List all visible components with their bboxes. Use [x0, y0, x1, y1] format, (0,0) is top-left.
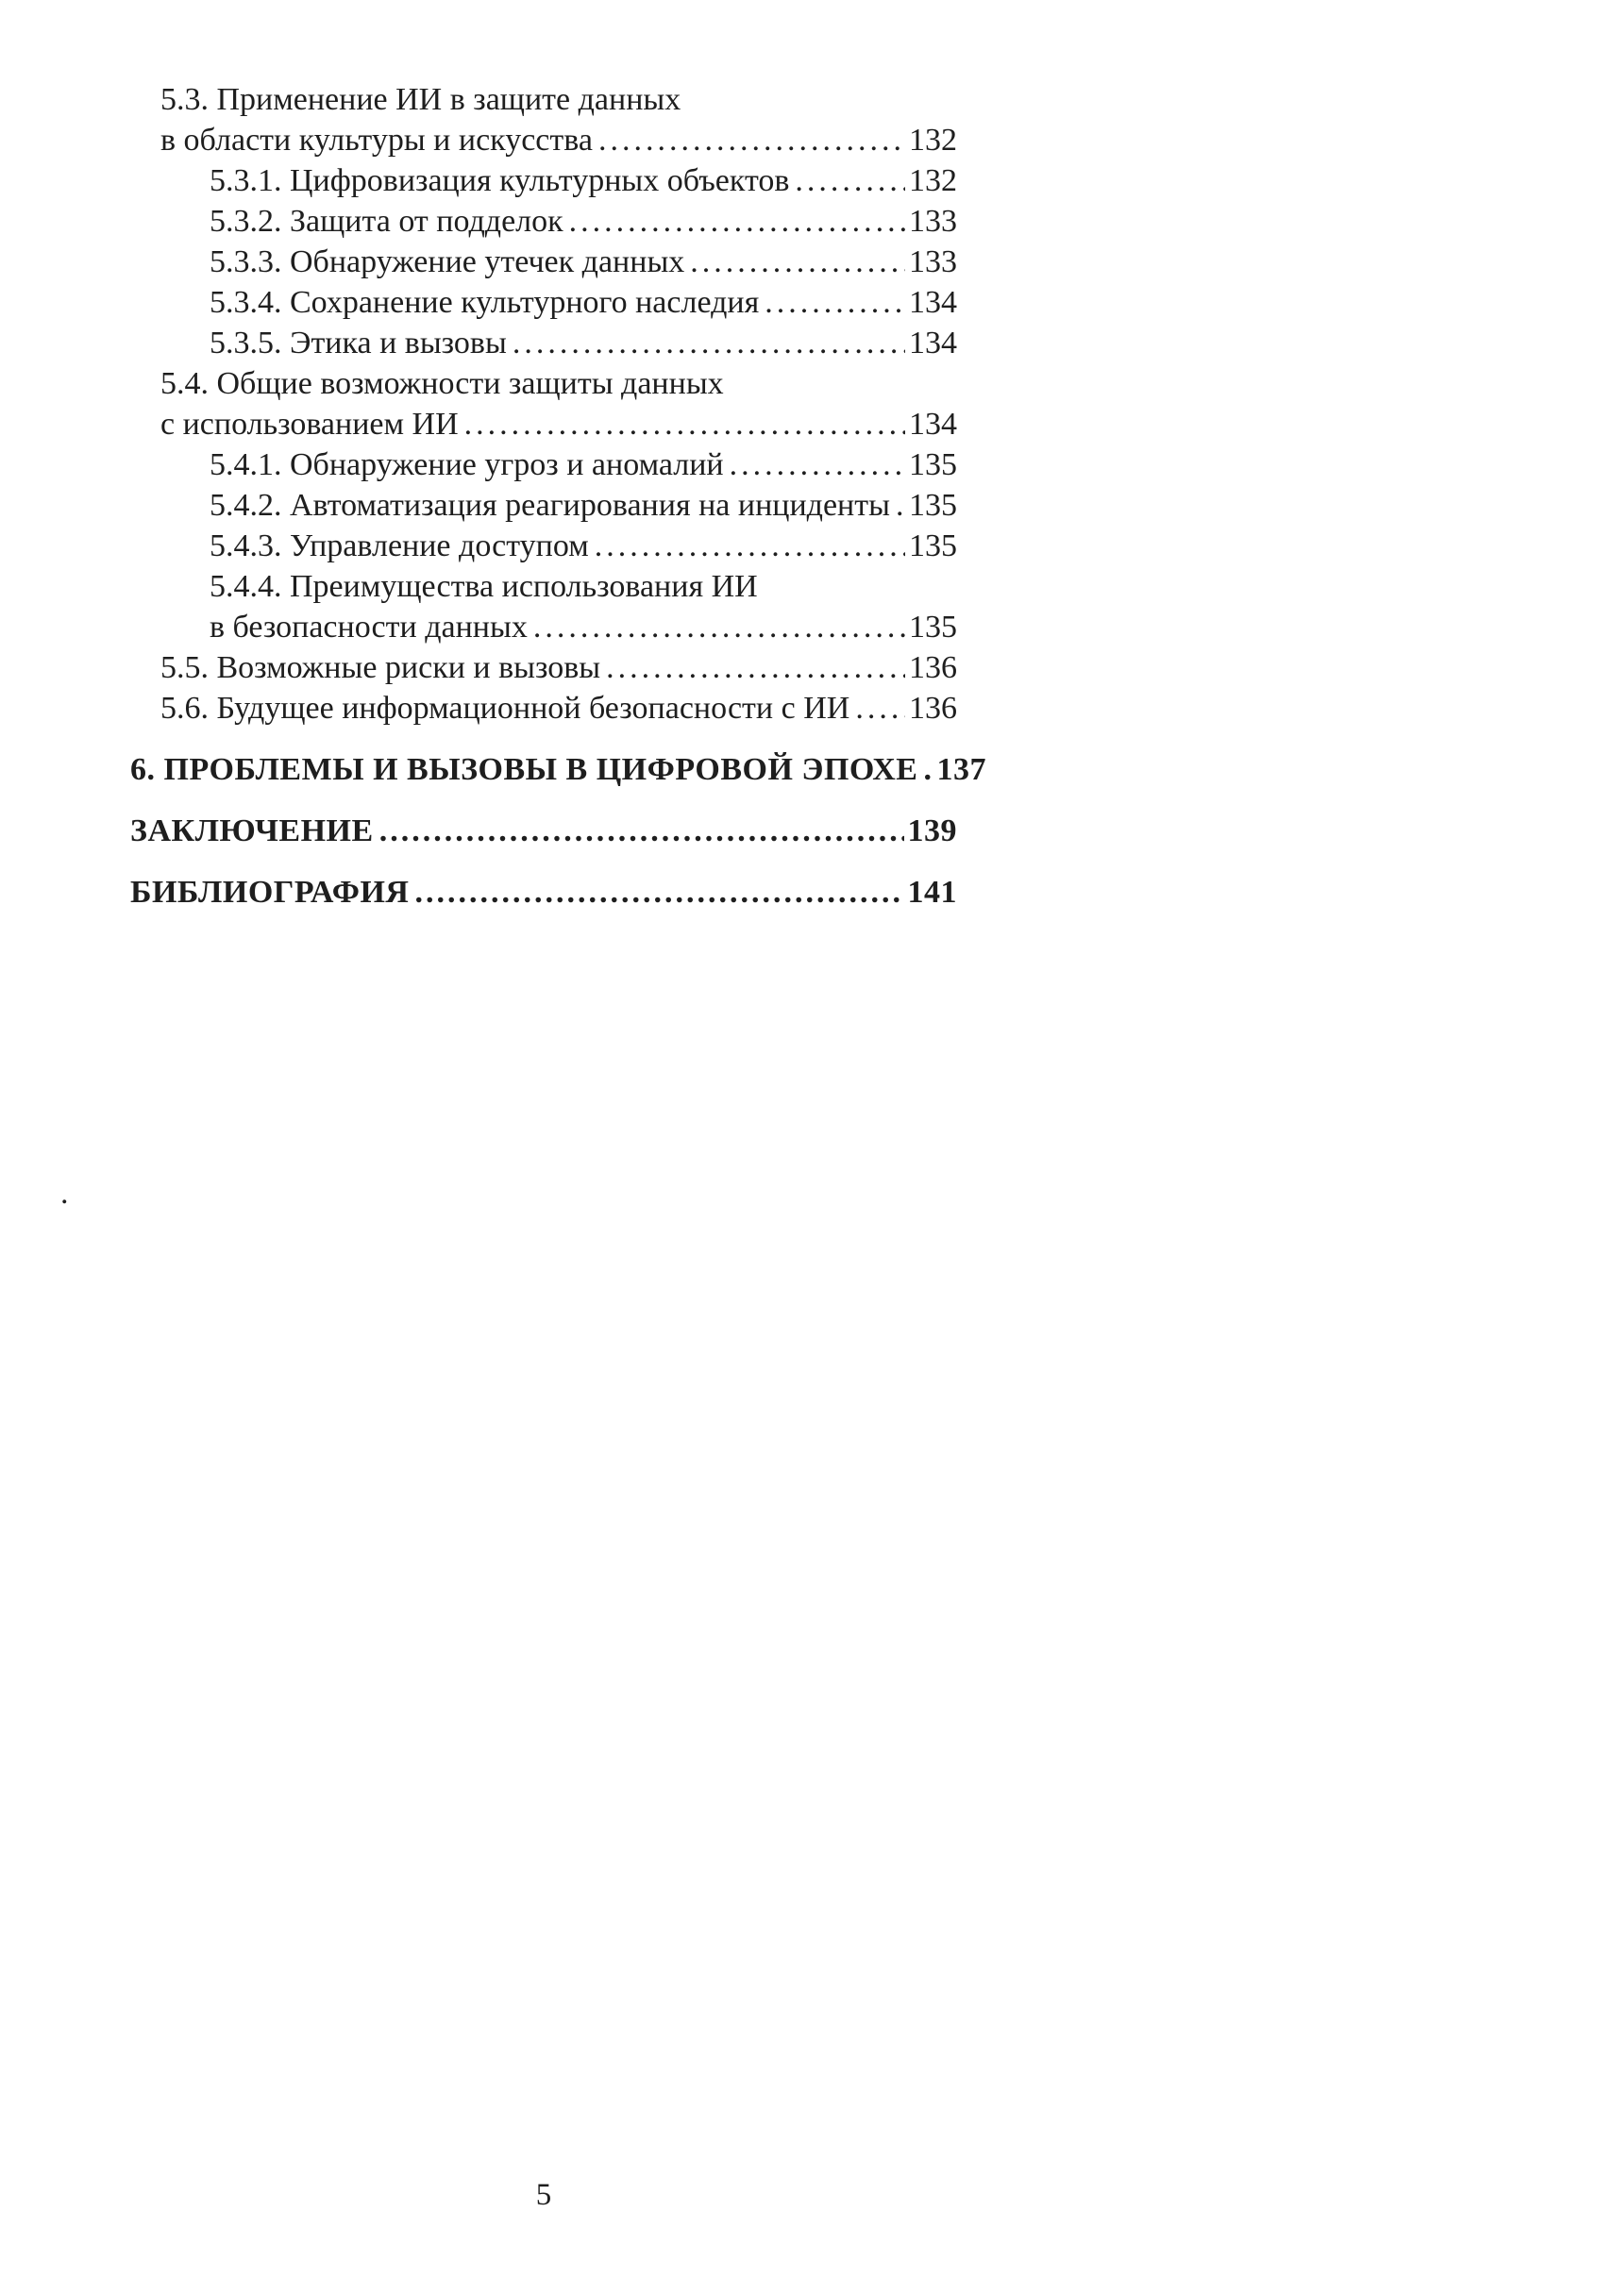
- toc-entry-line: [210, 444, 957, 485]
- toc-entry-text: 5.4.2. Автоматизация реагирования на инциденты: [210, 488, 890, 523]
- toc-entry-text: 5.3.2. Защита от подделок: [210, 204, 563, 239]
- toc-entry-line: [210, 242, 957, 282]
- toc-leader-dots: [414, 872, 903, 913]
- toc-entry-line: [160, 404, 957, 444]
- toc-leader-dots: [765, 282, 905, 323]
- toc-page-number: 135: [909, 528, 957, 563]
- toc-leader-dots: [595, 526, 905, 566]
- toc-entry-text: 5.6. Будущее информационной безопасности с ИИ: [160, 691, 850, 726]
- toc-entry-text: 5.3.1. Цифровизация культурных объектов: [210, 163, 790, 198]
- toc-page-number: 133: [909, 204, 957, 239]
- toc-leader-dots: [690, 242, 905, 282]
- toc-entry-text: 5.4.1. Обнаружение угроз и аномалий: [210, 447, 724, 482]
- toc-entry-text: БИБЛИОГРАФИЯ: [130, 875, 410, 910]
- toc-entry: [130, 749, 986, 790]
- toc-leader-dots: [730, 444, 905, 485]
- toc-leader-dots: [795, 160, 905, 201]
- toc-leader-dots: [379, 811, 904, 851]
- toc-entry-line: [160, 363, 957, 404]
- toc-entry-line: [160, 79, 957, 120]
- toc-entry-line: [130, 749, 986, 790]
- toc-entry: [130, 872, 957, 913]
- toc-entry-text: 5.3. Применение ИИ в защите данных: [160, 82, 681, 117]
- toc-entry: [130, 363, 957, 444]
- toc-entry-text: 5.3.3. Обнаружение утечек данных: [210, 244, 685, 279]
- toc-entry-line: [130, 872, 957, 913]
- toc-entry: [130, 242, 957, 282]
- toc-entry-text: с использованием ИИ: [160, 407, 459, 442]
- toc-page-number: 134: [909, 407, 957, 442]
- toc-leader-dots: [896, 485, 905, 526]
- toc-entry-line: [210, 201, 957, 242]
- toc-leader-dots: [569, 201, 905, 242]
- toc-leader-dots: [923, 749, 933, 790]
- toc-entry-line: [210, 323, 957, 363]
- toc-entry-text: 5.4.3. Управление доступом: [210, 528, 589, 563]
- toc-entry-text: 5.3.4. Сохранение культурного наследия: [210, 285, 760, 320]
- toc-entry-text: 6. ПРОБЛЕМЫ И ВЫЗОВЫ В ЦИФРОВОЙ ЭПОХЕ: [130, 752, 918, 787]
- toc-entry: [130, 688, 957, 729]
- toc-entry: [130, 201, 957, 242]
- toc-page-number: 134: [909, 285, 957, 320]
- toc-entry: [130, 647, 957, 688]
- toc-leader-dots: [533, 607, 905, 647]
- toc-page-number: 134: [909, 326, 957, 360]
- toc-entry-line: [210, 607, 957, 647]
- toc-entry: [130, 282, 957, 323]
- toc-entry-line: [210, 160, 957, 201]
- toc-entry: [130, 160, 957, 201]
- toc-entry: [130, 323, 957, 363]
- toc-entry-text: 5.3.5. Этика и вызовы: [210, 326, 507, 360]
- toc-entry: [130, 485, 957, 526]
- toc-entry-text: в безопасности данных: [210, 610, 528, 645]
- toc-page-number: 137: [936, 752, 986, 787]
- page-number-folio: 5: [535, 2178, 552, 2212]
- toc-entry: [130, 79, 957, 160]
- toc-entry-text: 5.4.4. Преимущества использования ИИ: [210, 569, 758, 604]
- toc-entry-line: [130, 811, 957, 851]
- toc-page-number: 136: [909, 691, 957, 726]
- toc-leader-dots: [464, 404, 905, 444]
- toc-page-number: 141: [907, 875, 957, 910]
- toc-leader-dots: [513, 323, 905, 363]
- toc-page-number: 135: [909, 488, 957, 523]
- toc-page-number: 135: [909, 610, 957, 645]
- toc-leader-dots: [606, 647, 905, 688]
- toc-entry-line: [210, 485, 957, 526]
- toc-entry: [130, 526, 957, 566]
- toc-entry-line: [160, 647, 957, 688]
- toc-entry-line: [210, 282, 957, 323]
- toc-entry: [130, 444, 957, 485]
- toc-entry-text: ЗАКЛЮЧЕНИЕ: [130, 813, 374, 848]
- toc-leader-dots: [855, 688, 905, 729]
- toc-page-number: 139: [907, 813, 957, 848]
- toc-entry-line: [160, 120, 957, 160]
- toc-page-number: 133: [909, 244, 957, 279]
- toc-entry-text: в области культуры и искусства: [160, 123, 593, 158]
- toc-leader-dots: [598, 120, 905, 160]
- toc-page-number: 135: [909, 447, 957, 482]
- table-of-contents: [130, 79, 986, 913]
- toc-entry: [130, 566, 957, 647]
- toc-entry-line: [210, 566, 957, 607]
- toc-entry-text: 5.5. Возможные риски и вызовы: [160, 650, 601, 685]
- toc-entry-line: [210, 526, 957, 566]
- toc-page-number: 132: [909, 123, 957, 158]
- stray-dot-mark: .: [60, 1176, 69, 1211]
- toc-page-number: 132: [909, 163, 957, 198]
- toc-entry-text: 5.4. Общие возможности защиты данных: [160, 366, 724, 401]
- toc-page-number: 136: [909, 650, 957, 685]
- toc-entry-line: [160, 688, 957, 729]
- toc-entry: [130, 811, 957, 851]
